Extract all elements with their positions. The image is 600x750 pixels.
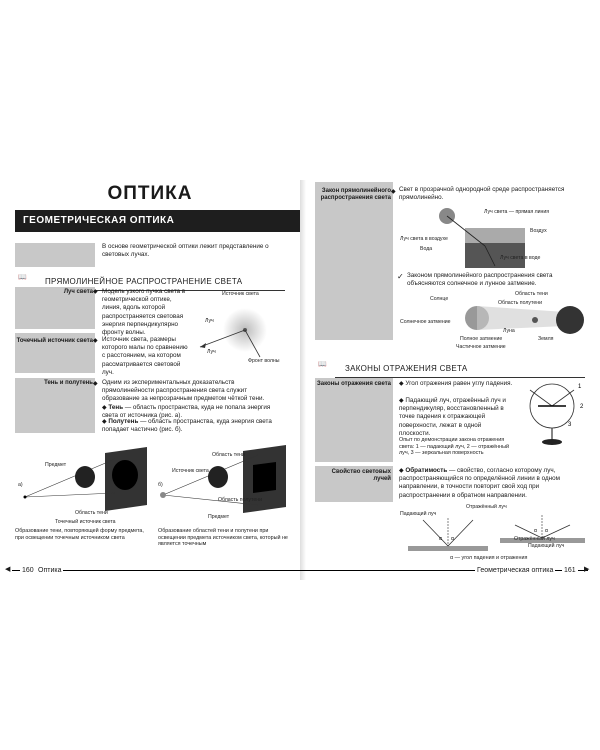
fig-solar: Солнечное затмение (400, 319, 451, 325)
diamond-icon: ◆ (93, 289, 98, 295)
svg-text:α: α (439, 536, 442, 542)
term-label: Точечный источник света (16, 338, 93, 344)
section2-heading: ЗАКОНЫ ОТРАЖЕНИЯ СВЕТА (335, 363, 585, 378)
bullet-ten: ◆ Тень — область пространства, куда не попала энергия света от источника (рис. а). (102, 404, 271, 420)
fig-a-shadow: Область тени (75, 510, 108, 516)
diamond-icon: ◆ (102, 419, 107, 425)
footer-arrow-icon: ◀ (5, 566, 11, 573)
diamond-icon: ◆ (93, 338, 98, 344)
fig-front-label: Фронт волны (248, 358, 280, 364)
fig-water: Вода (420, 246, 433, 252)
chapter-title: ОПТИКА (107, 183, 193, 204)
fig-ecl-penumbra: Область полутени (498, 300, 542, 306)
fig-source-label: Источник света (222, 291, 259, 297)
term-label: Луч света (63, 289, 93, 295)
footer-title-left: Оптика (38, 567, 62, 574)
diamond-icon: ◆ (391, 189, 396, 195)
fig-moon: Луна (503, 328, 515, 334)
page-number-left: 160 (22, 567, 34, 574)
svg-text:1: 1 (578, 384, 582, 390)
fig-ecl-shadow: Область тени (515, 291, 548, 297)
svg-text:α: α (545, 528, 548, 534)
section-banner (15, 210, 300, 232)
row-gray (315, 378, 393, 462)
fig-ray-straight: Луч света — прямая линия (484, 209, 550, 215)
fig-ray2-label: Луч (207, 349, 216, 355)
diamond-icon: ◆ (399, 398, 404, 404)
fig-incident-2: Падающий луч (528, 543, 565, 549)
prop-text: ◆ Обратимость — свойство, согласно которому луч, распространяющийся по определённой линии в одном направлении, в точности повторит свой ход при распространении в обратном направлении. (399, 467, 560, 499)
bullet-polu: ◆ Полутень — область пространства, куда энергия света попадает частично (рис. б). (102, 418, 272, 434)
fig-reflected-1: Отражённый луч (466, 504, 507, 510)
fig-a-point: Точечный источник света (55, 519, 116, 525)
refl-bullet-1: ◆ Угол отражения равен углу падения. (399, 380, 513, 387)
check-icon: ✓ (397, 272, 404, 281)
term-label: Законы отражения света (316, 381, 391, 387)
fig-ray-label: Луч (205, 318, 214, 324)
row-text: Источник света, размеры которого малы по сравнению с расстоянием, на котором рассматривается световой луч. (102, 336, 188, 376)
intro-text: В основе геометрической оптики лежит представление о световых лучах. (102, 243, 269, 259)
law-text: Свет в прозрачной однородной среде распространяется прямолинейно. (399, 186, 565, 202)
book-icon: 📖 (318, 361, 327, 368)
fig-air: Воздух (530, 228, 547, 234)
term-label: Свойство световых лучей (331, 469, 391, 482)
fig-ray-in-air: Луч света в воздухе (400, 236, 448, 242)
footer-title-right: Геометрическая оптика (477, 567, 554, 574)
svg-text:3: 3 (568, 422, 572, 428)
fig-earth: Земля (538, 336, 554, 342)
reflection-caption: α — угол падения и отражения (450, 555, 528, 561)
book-icon: 📖 (18, 274, 27, 281)
svg-text:α: α (451, 536, 454, 542)
fig-b-shadow: Область тени (212, 452, 245, 458)
row-text: Модель узкого пучка света в геометрической оптике, линия, вдоль которой распространяется световая энергия перпендикулярно фронту волны. (102, 288, 186, 337)
page-number-right: 161 (564, 567, 576, 574)
right-page (300, 0, 600, 750)
intro-gray (15, 243, 95, 267)
fig-a-letter: а) (18, 482, 23, 488)
row-text: Одним из экспериментальных доказательств прямолинейности распространения света служит образование за непрозрачным предметом чёткой тени. (102, 379, 265, 403)
diamond-icon: ◆ (102, 405, 107, 411)
row-gray (315, 182, 393, 340)
diamond-icon: ◆ (399, 468, 404, 474)
fig-b-object: Предмет (208, 514, 230, 520)
section1-heading: ПРЯМОЛИНЕЙНОЕ РАСПРОСТРАНЕНИЕ СВЕТА (35, 276, 285, 291)
refl-bullet-2: ◆ Падающий луч, отражённый луч и перпендикуляр, восстановленный в точке падения к отражающей поверхности, лежат в одной плоскости. (399, 397, 506, 437)
fig-b-source: Источник света (172, 468, 209, 474)
term-label: Тень и полутень (44, 380, 93, 386)
term-label: Закон прямолинейного распространения света (320, 188, 391, 201)
refl-experiment-text: Опыт по демонстрации закона отражения света: 1 — падающий луч, 2 — отражённый луч, 3 — зеркальная поверхность (399, 437, 509, 456)
fig-b-penumbra: Область полутени (218, 497, 262, 503)
fig-full: Полное затмение (460, 336, 503, 342)
diamond-icon: ◆ (399, 381, 404, 387)
fig-a-object: Предмет (45, 462, 67, 468)
check-text: Законом прямолинейного распространения света объясняются солнечное и лунное затмение. (407, 272, 553, 288)
fig-sun: Солнце (430, 296, 449, 302)
reflection-apparatus (518, 378, 590, 450)
banner-title: ГЕОМЕТРИЧЕСКАЯ ОПТИКА (23, 215, 175, 226)
fig-partial: Частичное затмение (456, 344, 506, 350)
fig-b-letter: б) (158, 482, 163, 488)
svg-text:α: α (534, 528, 537, 534)
svg-text:2: 2 (580, 404, 584, 410)
footer-arrow-icon: ▶ (584, 566, 590, 573)
spine-shadow (300, 180, 306, 580)
fig-reflected-2: Отражённый луч (514, 536, 555, 542)
fig-ray-water: Луч света в воде (500, 255, 541, 261)
caption-b: Образование областей тени и полутени при освещении предмета источником света, который не является точечным (158, 528, 288, 547)
diamond-icon: ◆ (93, 381, 98, 387)
fig-incident-1: Падающий луч (400, 511, 437, 517)
caption-a: Образование тени, повторяющей форму предмета, при освещении точечным источником света (15, 528, 144, 541)
